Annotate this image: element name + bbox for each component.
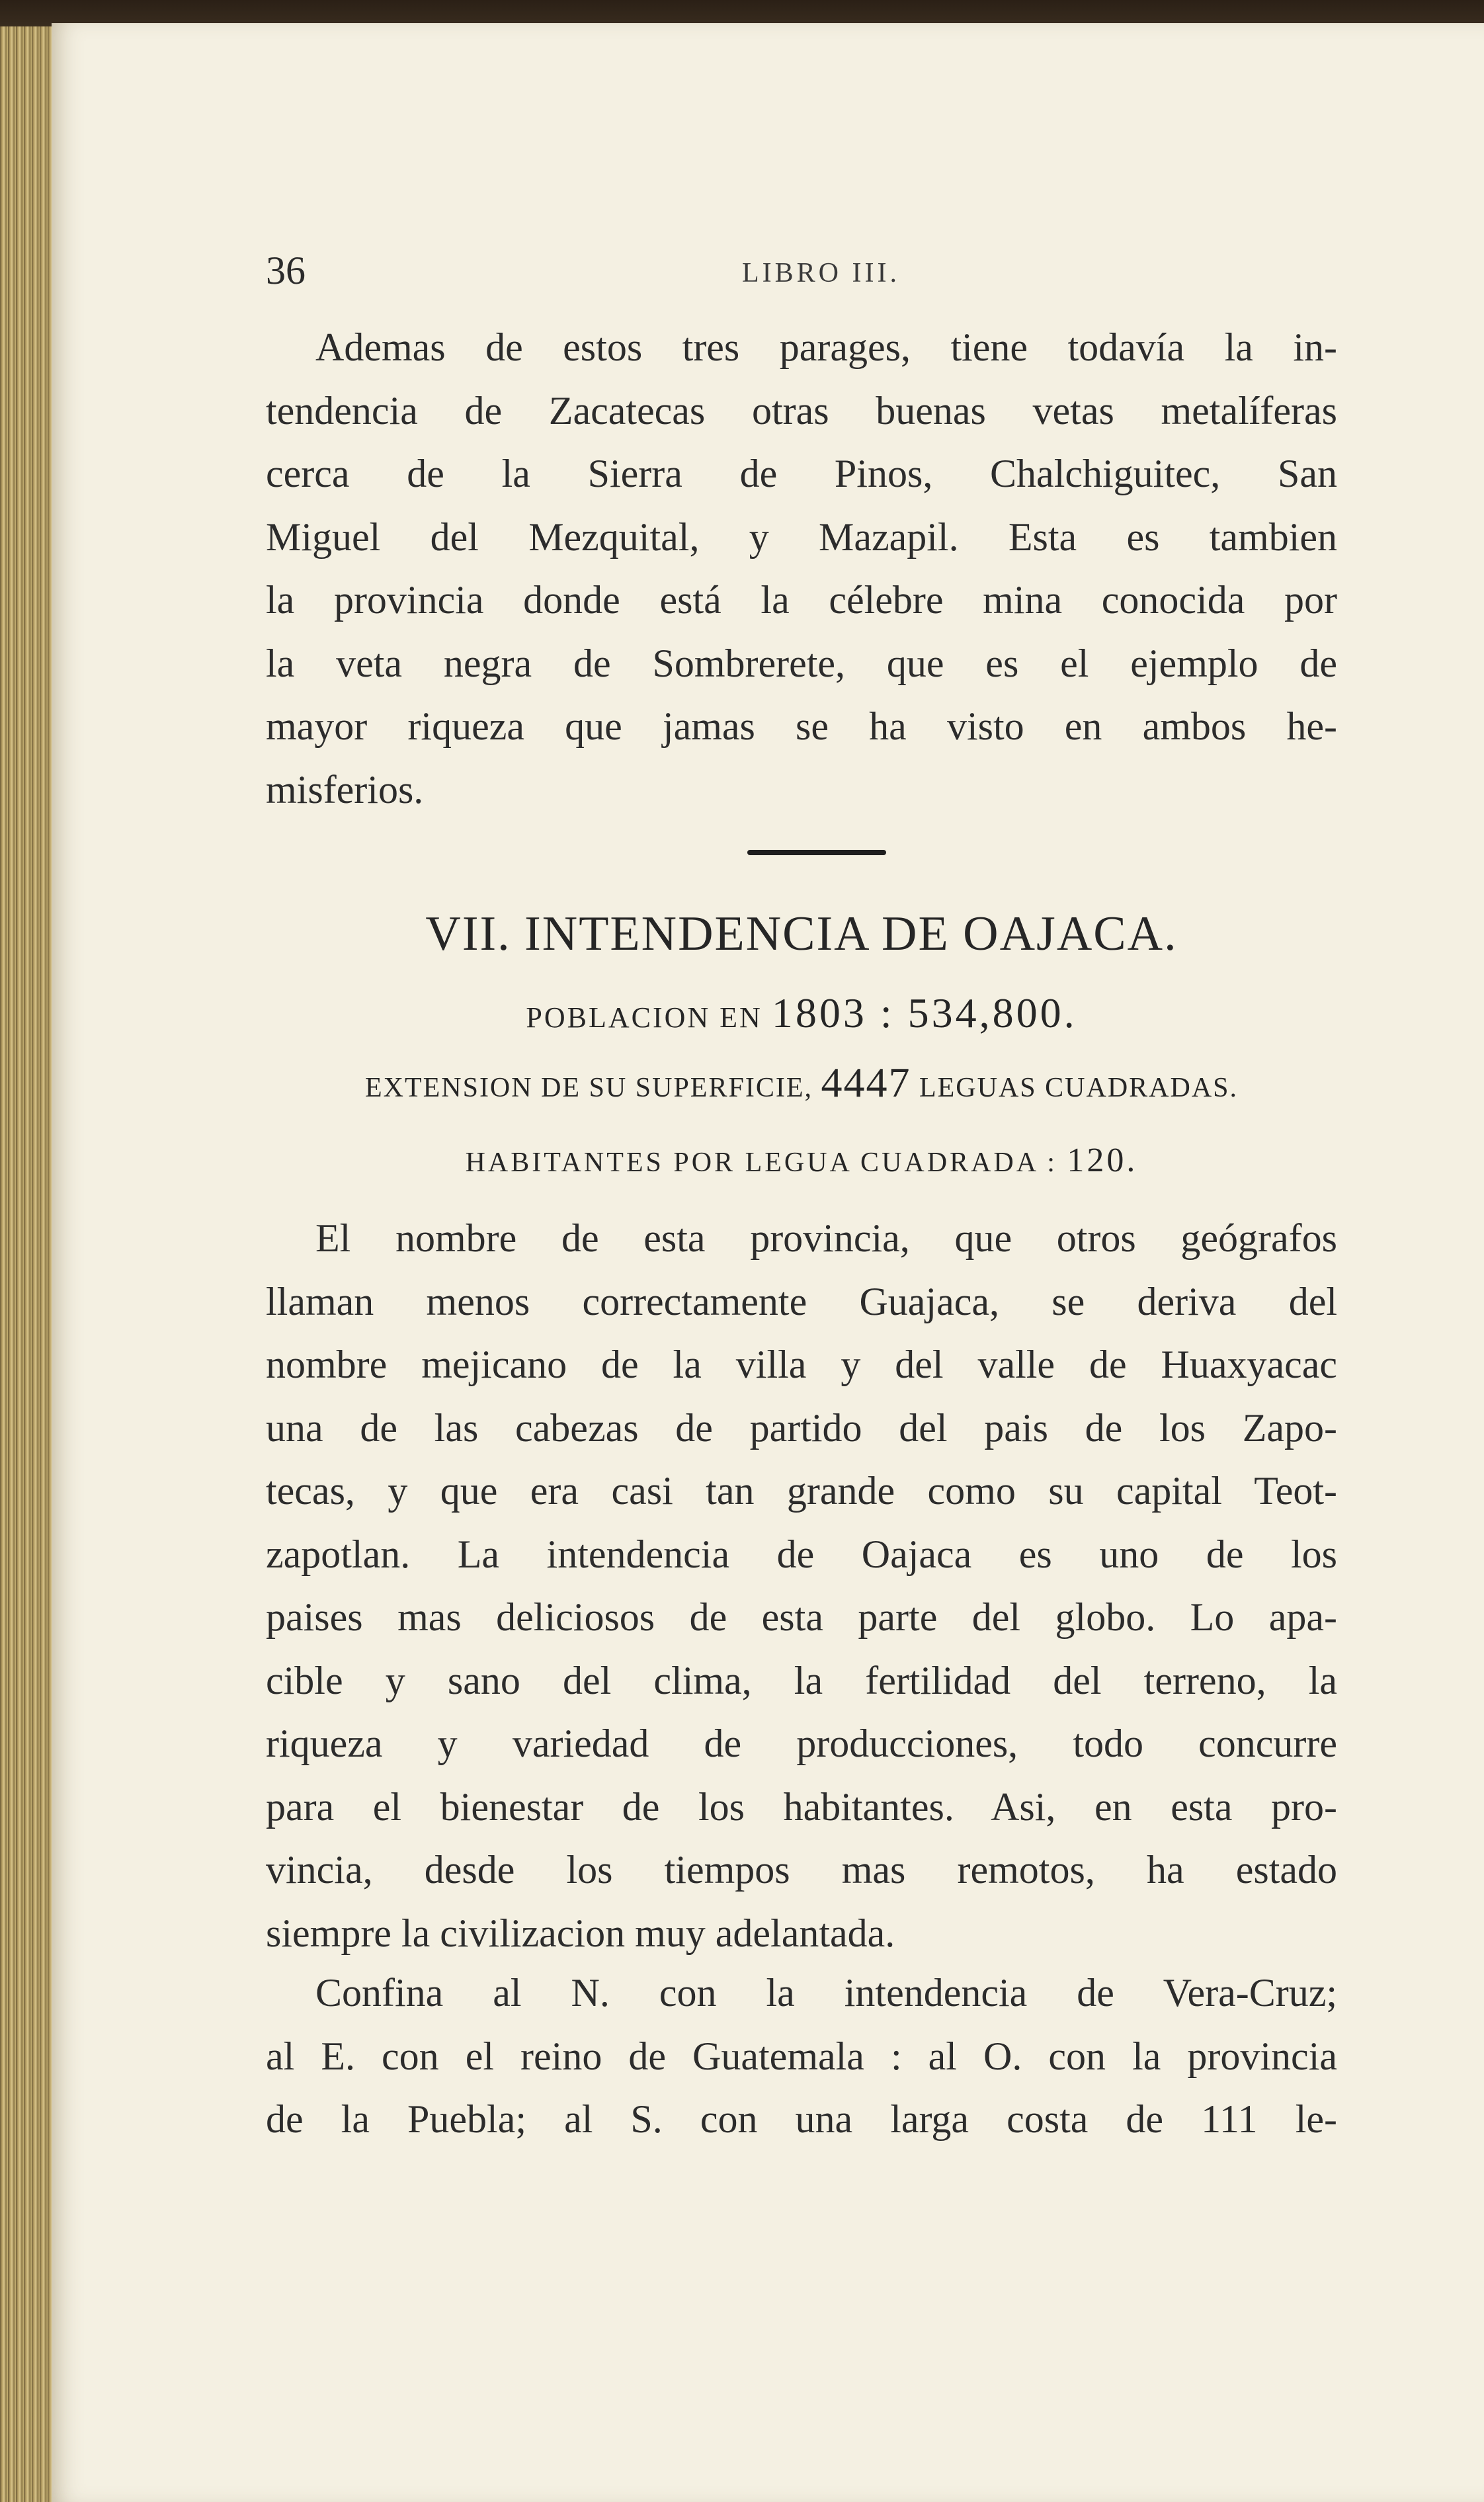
text-line: cerca de la Sierra de Pinos, Chalchiguitec, San: [266, 452, 1337, 495]
paragraph-oajaca-name: [266, 1207, 1337, 1965]
extension-value: 4447: [821, 1059, 911, 1106]
text-line: llaman menos correctamente Guajaca, se deriva del: [266, 1279, 1337, 1323]
poblacion-line: [266, 989, 1337, 1038]
extension-label: EXTENSION DE SU SUPERFICIE,: [364, 1073, 813, 1103]
gilded-page-edges: [0, 26, 53, 2502]
extension-unit: LEGUAS CUADRADAS.: [919, 1073, 1239, 1103]
text-line: mayor riqueza que jamas se ha visto en ambos he-: [266, 704, 1337, 748]
text-line: la provincia donde está la célebre mina conocida por: [266, 578, 1337, 622]
paragraph-boundaries: [266, 1962, 1337, 2151]
section-divider: [747, 850, 886, 855]
poblacion-label: POBLACION EN: [526, 1001, 763, 1034]
habitantes-label: HABITANTES POR LEGUA CUADRADA :: [465, 1147, 1057, 1178]
text-line: cible y sano del clima, la fertilidad del terreno, la: [266, 1658, 1337, 1702]
habitantes-line: [266, 1141, 1337, 1180]
text-line: para el bienestar de los habitantes. Asi, en esta pro-: [266, 1784, 1337, 1829]
text-line: la veta negra de Sombrerete, que es el ejemplo de: [266, 641, 1337, 685]
text-line: tendencia de Zacatecas otras buenas vetas metalíferas: [266, 388, 1337, 433]
habitantes-value: 120.: [1067, 1142, 1138, 1179]
page-number: 36: [266, 249, 306, 292]
paragraph-zacatecas: [266, 316, 1337, 821]
text-line: una de las cabezas de partido del pais de los Zapo-: [266, 1405, 1337, 1450]
text-line: Miguel del Mezquital, y Mazapil. Esta es tambien: [266, 515, 1337, 559]
text-line: nombre mejicano de la villa y del valle de Huaxyacac: [266, 1343, 1337, 1386]
text-line: riqueza y variedad de producciones, todo concurre: [266, 1722, 1337, 1765]
text-line: tecas, y que era casi tan grande como su capital Teot-: [266, 1469, 1337, 1513]
text-line: Confina al N. con la intendencia de Vera-Cruz;: [315, 1971, 1337, 2015]
text-line: de la Puebla; al S. con una larga costa de 111 le-: [266, 2097, 1337, 2141]
extension-line: [266, 1058, 1337, 1107]
text-line: vincia, desde los tiempos mas remotos, ha estado: [266, 1848, 1337, 1892]
text-line: El nombre de esta provincia, que otros geógrafos: [315, 1216, 1337, 1260]
text-line: siempre la civilizacion muy adelantada.: [266, 1911, 895, 1955]
poblacion-value: 1803 : 534,800.: [771, 989, 1077, 1036]
text-line: misferios.: [266, 767, 424, 812]
text-line: zapotlan. La intendencia de Oajaca es uno de los: [266, 1532, 1337, 1576]
page-header: [266, 248, 1337, 301]
text-line: Ademas de estos tres parages, tiene todavía la in-: [315, 325, 1337, 369]
running-head: LIBRO III.: [742, 258, 900, 288]
section-title: VII. INTENDENCIA DE OAJACA.: [425, 907, 1178, 961]
text-line: paises mas deliciosos de esta parte del globo. Lo apa-: [266, 1595, 1337, 1639]
text-line: al E. con el reino de Guatemala : al O. con la provincia: [266, 2034, 1337, 2078]
